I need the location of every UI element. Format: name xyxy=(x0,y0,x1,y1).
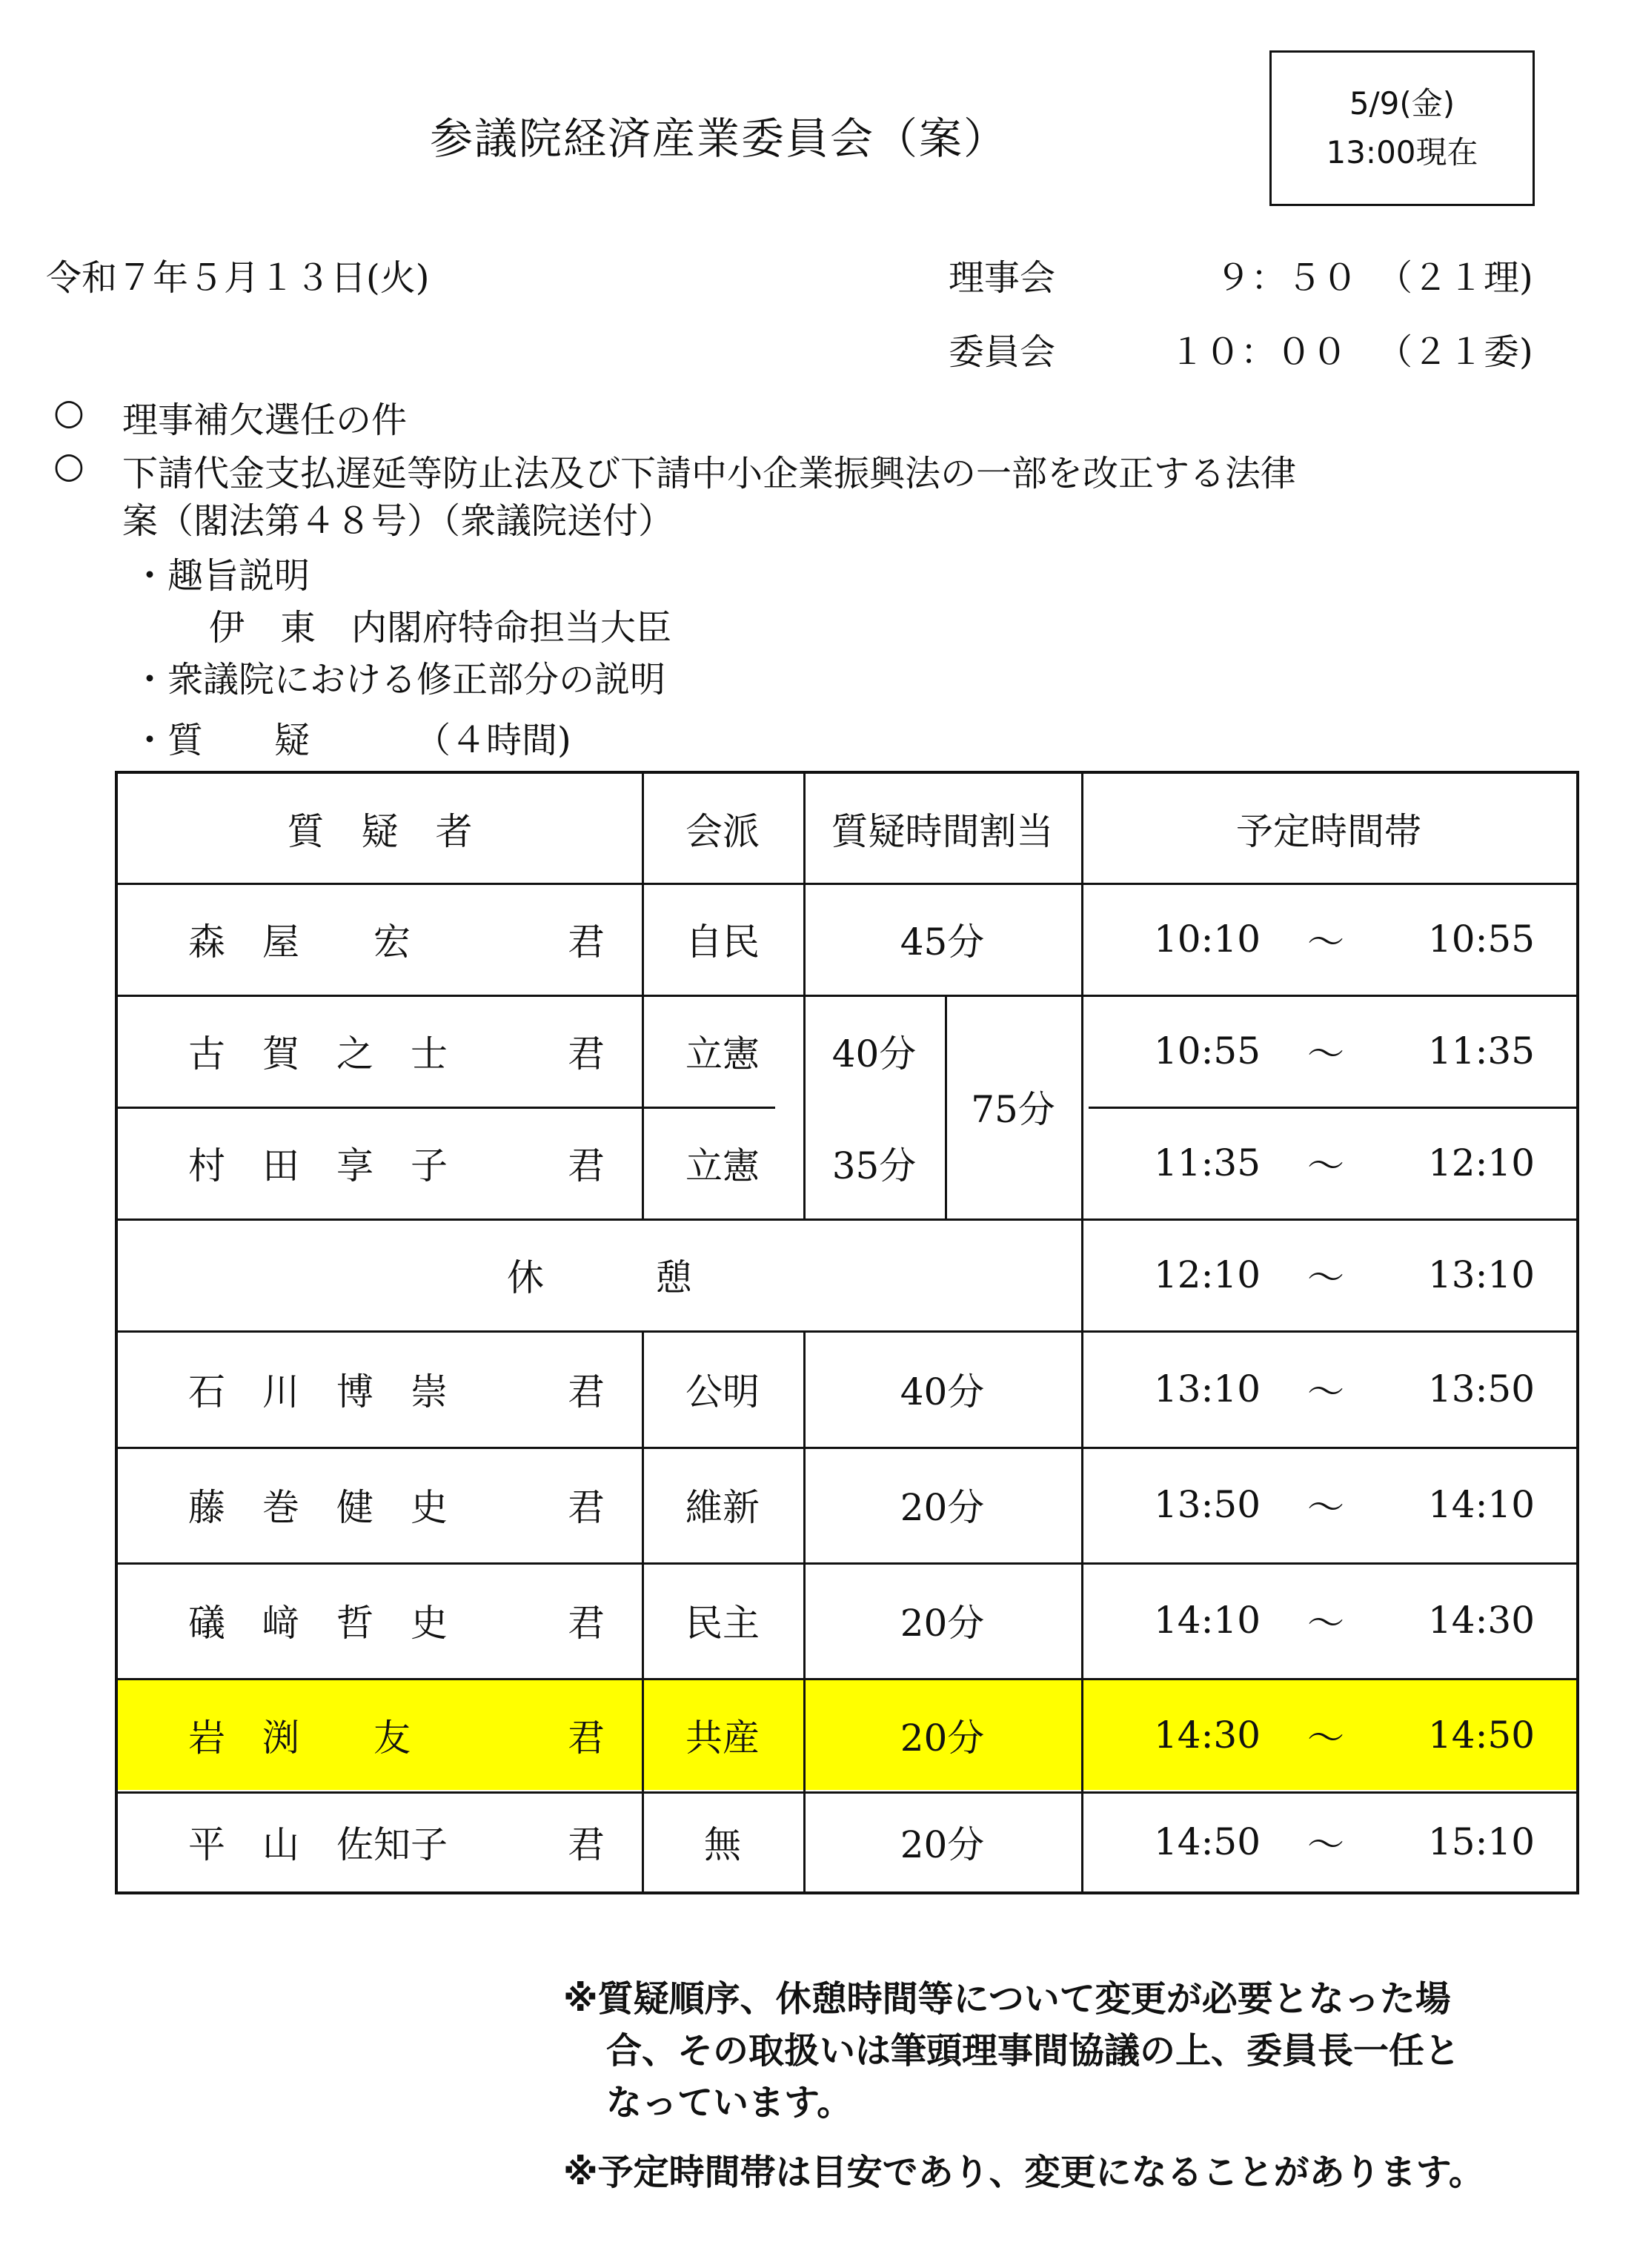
header-allocation: 質疑時間割当 xyxy=(831,809,1054,853)
questioner-honorific: 君 xyxy=(568,1370,605,1413)
table-row-tilde: ～ xyxy=(1307,1144,1344,1187)
table-row-end: 11:35 xyxy=(1427,1029,1535,1072)
agenda-sub-questions: ・質 疑 xyxy=(132,720,311,761)
table-row-end: 14:10 xyxy=(1427,1483,1535,1526)
question-schedule-table xyxy=(115,771,1579,1894)
table-row-start: 12:10 xyxy=(1153,1253,1261,1296)
table-row-tilde: ～ xyxy=(1307,920,1344,964)
table-row-allocation: 20分 xyxy=(900,1486,985,1529)
table-row-start: 11:35 xyxy=(1153,1141,1261,1184)
table-row-start: 14:50 xyxy=(1153,1820,1261,1863)
table-row-tilde: ～ xyxy=(1307,1823,1344,1866)
table-row-tilde: ～ xyxy=(1307,1602,1344,1645)
questioner-honorific: 君 xyxy=(568,920,605,964)
table-row-allocation: 45分 xyxy=(900,920,985,964)
table-row-end: 13:50 xyxy=(1427,1367,1535,1410)
stamp-date: 5/9(金) xyxy=(1349,85,1455,122)
questioner-honorific: 君 xyxy=(568,1144,605,1187)
board-time: ９：５０ xyxy=(1215,257,1358,299)
table-row-questioner xyxy=(118,1330,642,1447)
committee-label: 委員会 xyxy=(949,331,1056,373)
agenda-sub-purpose: ・趣旨説明 xyxy=(132,555,311,597)
agenda-bullet-2: ○ xyxy=(53,445,84,486)
note-1-line2: 合、その取扱いは筆頭理事間協議の上、委員長一任と xyxy=(606,2030,1461,2072)
committee-room: （２１委) xyxy=(1377,331,1533,373)
table-row-questioner xyxy=(118,1447,642,1562)
note-1-line3: なっています。 xyxy=(606,2082,853,2123)
table-row-start: 13:50 xyxy=(1153,1483,1261,1526)
agenda-sub-speaker: 伊 東 内閣府特命担当大臣 xyxy=(209,607,672,649)
table-row-questioner xyxy=(118,995,642,1107)
table-row-end: 10:55 xyxy=(1427,917,1535,961)
table-row-allocation: 20分 xyxy=(900,1823,985,1866)
table-row-start: 14:30 xyxy=(1153,1713,1261,1757)
table-row-allocation: 40分 xyxy=(900,1370,985,1413)
meeting-date: 令和７年５月１３日(火) xyxy=(46,257,430,299)
combined-allocation: 75分 xyxy=(971,1088,1055,1131)
table-row-start: 10:10 xyxy=(1153,917,1261,961)
questioner-name: 村 田 享 子 xyxy=(188,1144,448,1187)
table-row-questioner xyxy=(118,883,642,995)
table-row-start: 10:55 xyxy=(1153,1029,1261,1072)
page-title: 参議院経済産業委員会（案） xyxy=(430,113,1009,164)
table-row-tilde: ～ xyxy=(1307,1032,1344,1075)
table-row-tilde: ～ xyxy=(1307,1256,1344,1299)
board-label: 理事会 xyxy=(949,257,1056,299)
questioner-name: 石 川 博 崇 xyxy=(188,1370,448,1413)
questioner-honorific: 君 xyxy=(568,1823,605,1866)
note-2: ※予定時間帯は目安であり、変更になることがあります。 xyxy=(563,2152,1484,2193)
table-row-allocation: 20分 xyxy=(900,1602,985,1645)
agenda-sub-questions-time: （４時間) xyxy=(415,720,571,761)
table-row-end: 14:30 xyxy=(1427,1599,1535,1642)
table-row-questioner-highlighted xyxy=(118,1678,642,1791)
table-row-end: 13:10 xyxy=(1427,1253,1535,1296)
header-party: 会派 xyxy=(685,809,760,853)
table-row-party: 民主 xyxy=(685,1602,760,1645)
table-row-tilde: ～ xyxy=(1307,1716,1344,1760)
agenda-bullet-1: ○ xyxy=(53,391,84,433)
table-row-end: 15:10 xyxy=(1427,1820,1535,1863)
table-row-allocation: 20分 xyxy=(900,1716,985,1760)
table-row-questioner xyxy=(118,1791,642,1891)
questioner-name: 平 山 佐知子 xyxy=(188,1823,448,1866)
stamp-time: 13:00現在 xyxy=(1326,134,1478,170)
board-room: （２１理) xyxy=(1377,257,1533,299)
questioner-honorific: 君 xyxy=(568,1032,605,1075)
agenda-item-1: 理事補欠選任の件 xyxy=(122,399,408,441)
questioner-honorific: 君 xyxy=(568,1486,605,1529)
agenda-item-2-line1: 下請代金支払遅延等防止法及び下請中小企業振興法の一部を改正する法律 xyxy=(122,453,1297,494)
questioner-name: 藤 巻 健 史 xyxy=(188,1486,448,1529)
table-row-party: 共産 xyxy=(685,1716,760,1760)
table-row-allocation: 40分 xyxy=(831,1032,917,1075)
note-1-line1: ※質疑順序、休憩時間等について変更が必要となった場 xyxy=(563,1978,1451,2020)
questioner-name: 礒 﨑 哲 史 xyxy=(188,1602,448,1645)
questioner-name: 岩 渕 友 xyxy=(188,1716,411,1760)
table-row-party: 立憲 xyxy=(685,1144,760,1187)
table-row-party: 公明 xyxy=(685,1370,760,1413)
table-row-questioner xyxy=(118,1107,642,1218)
status-stamp xyxy=(1269,50,1535,206)
questioner-honorific: 君 xyxy=(568,1602,605,1645)
table-row-party: 無 xyxy=(704,1823,741,1866)
table-row-tilde: ～ xyxy=(1307,1486,1344,1529)
table-row-end: 12:10 xyxy=(1427,1141,1535,1184)
table-row-start: 13:10 xyxy=(1153,1367,1261,1410)
table-row-tilde: ～ xyxy=(1307,1370,1344,1413)
agenda-item-2-line2: 案（閣法第４８号）（衆議院送付） xyxy=(122,500,674,542)
header-questioner: 質 疑 者 xyxy=(287,809,473,853)
break-label: 休 憩 xyxy=(507,1256,692,1299)
questioner-name: 森 屋 宏 xyxy=(188,920,411,964)
table-row-allocation: 35分 xyxy=(831,1144,917,1187)
questioner-name: 古 賀 之 士 xyxy=(188,1032,448,1075)
header-time-slot: 予定時間帯 xyxy=(1236,809,1421,853)
table-row-party: 立憲 xyxy=(685,1032,760,1075)
table-row-end: 14:50 xyxy=(1427,1713,1535,1757)
table-row-start: 14:10 xyxy=(1153,1599,1261,1642)
committee-time: １０：００ xyxy=(1169,331,1348,373)
table-row-questioner xyxy=(118,1562,642,1678)
table-row-party: 維新 xyxy=(685,1486,760,1529)
table-row-party: 自民 xyxy=(685,920,760,964)
agenda-sub-amendment: ・衆議院における修正部分の説明 xyxy=(132,659,666,700)
questioner-honorific: 君 xyxy=(568,1716,605,1760)
